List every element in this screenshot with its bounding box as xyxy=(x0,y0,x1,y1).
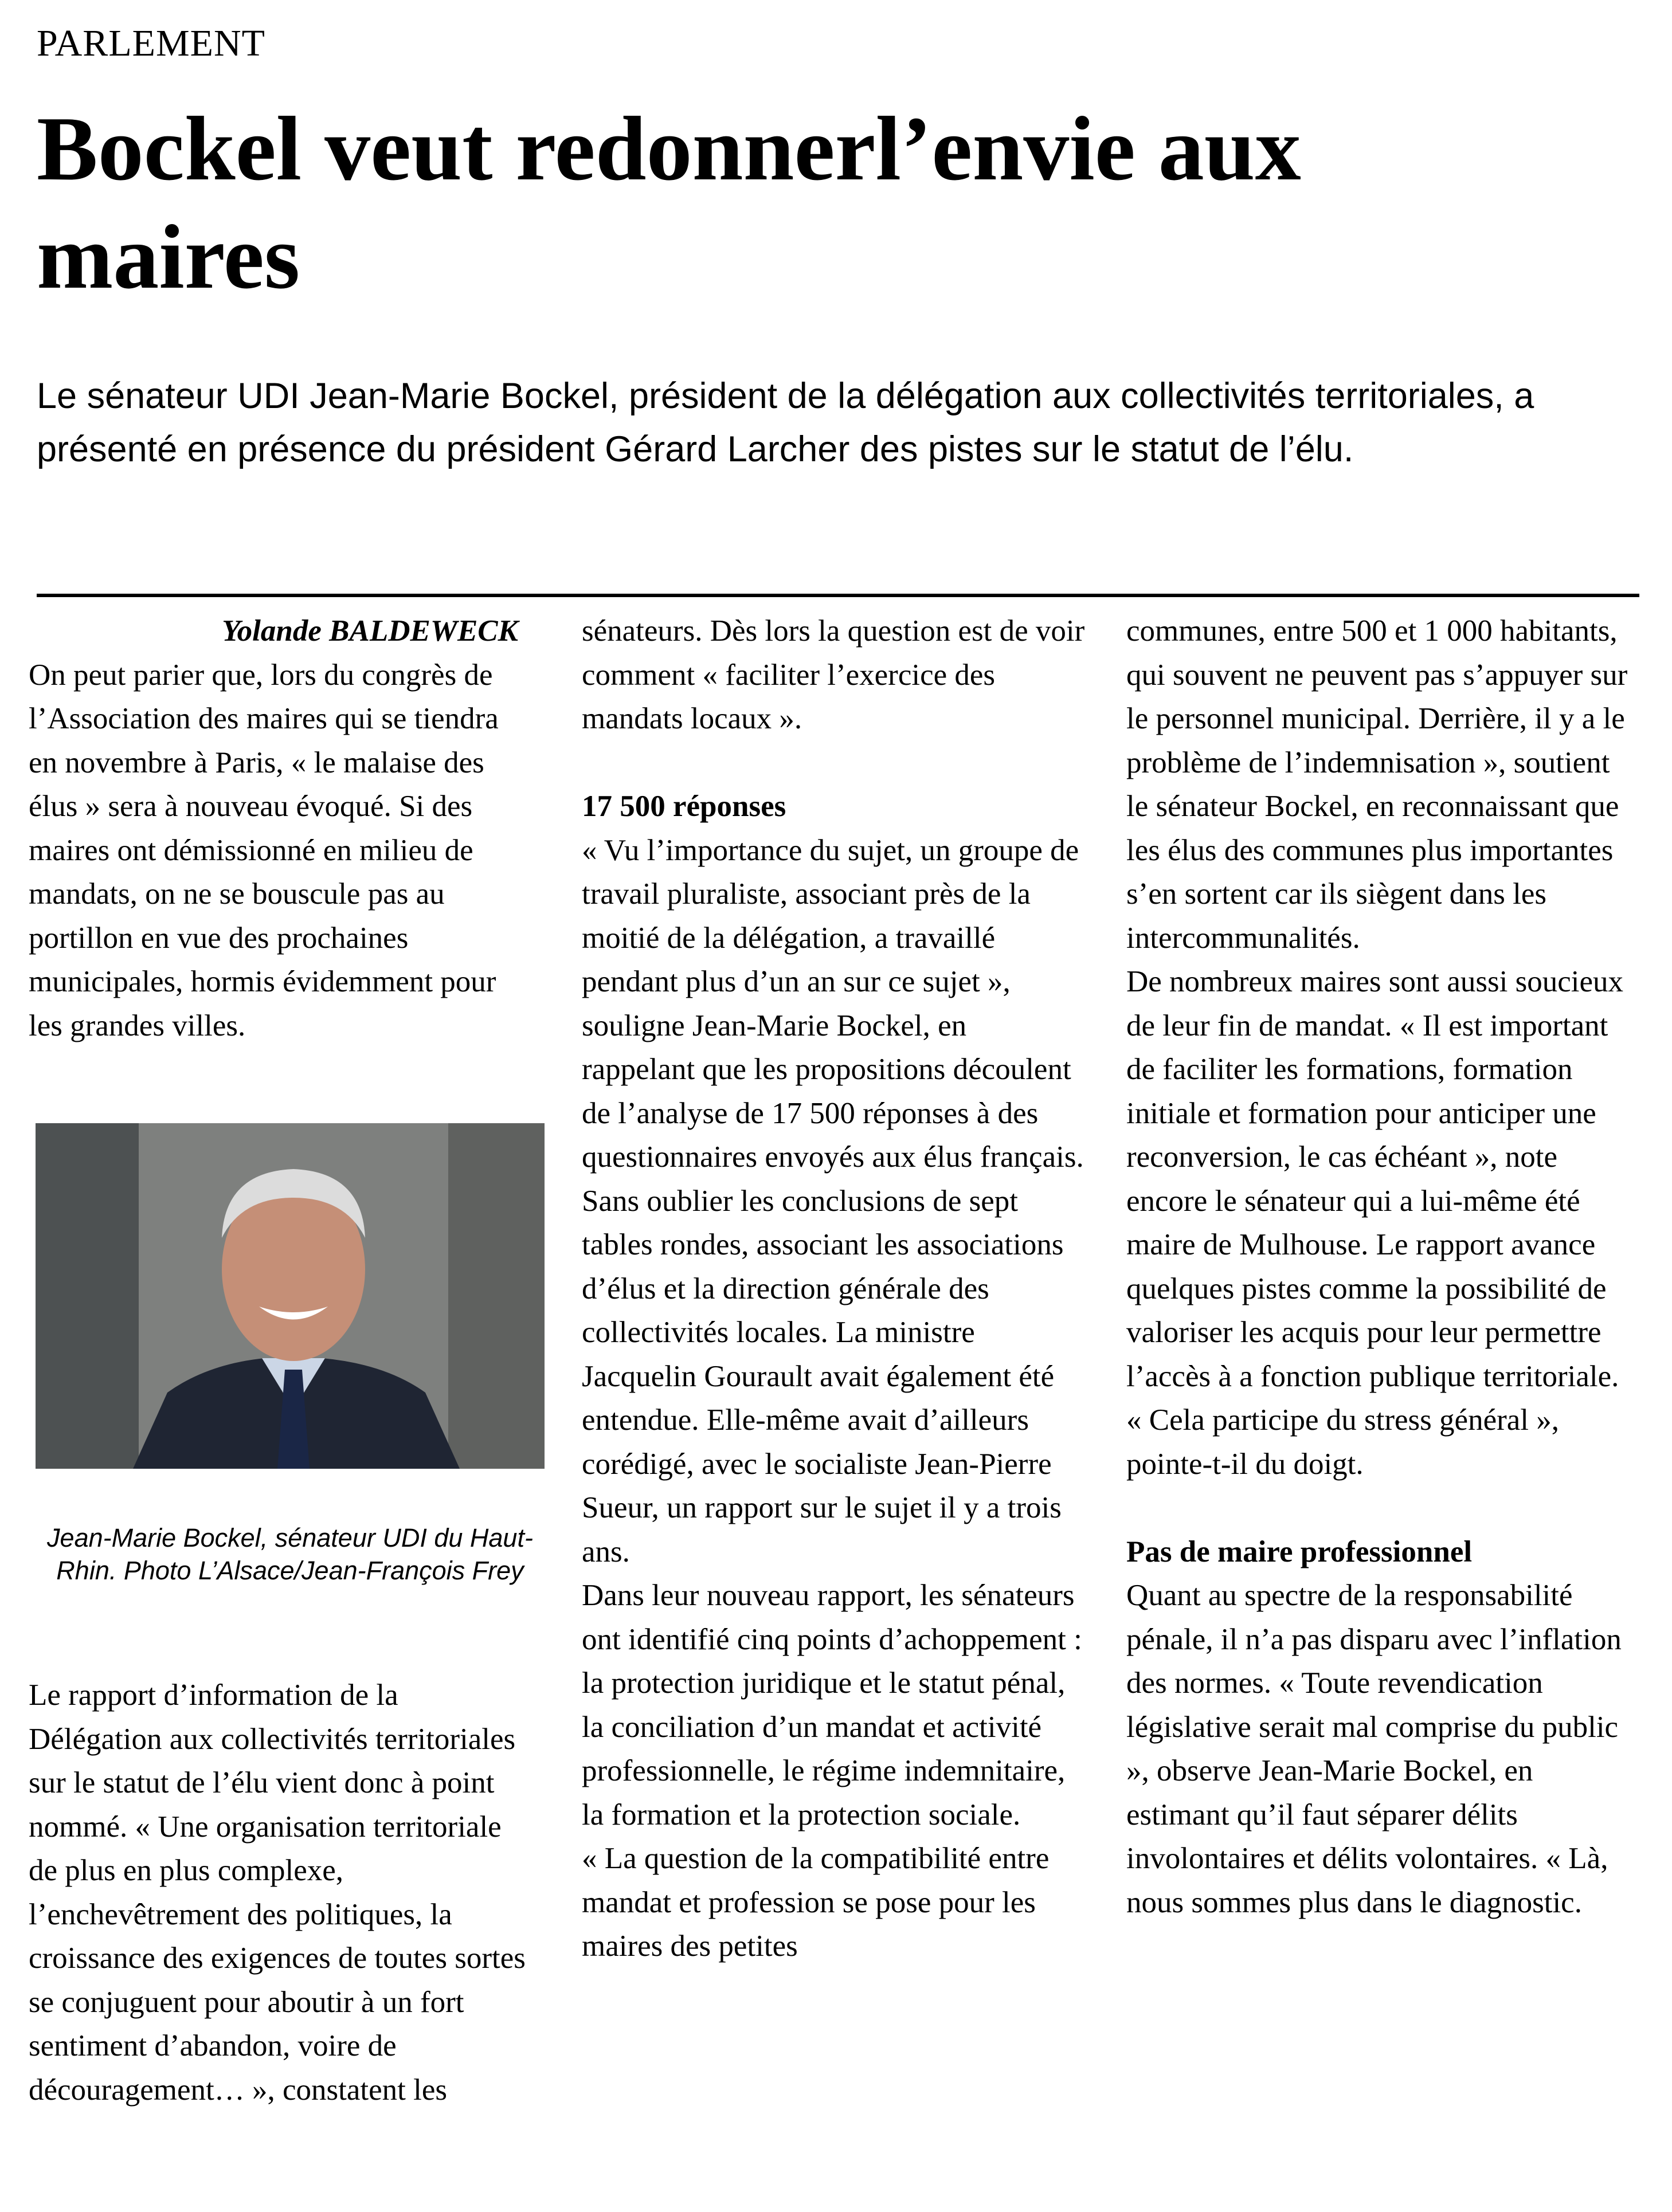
column-3 xyxy=(1126,609,1631,1924)
lead-paragraph: Le sénateur UDI Jean-Marie Bockel, président de la délégation aux collectivités territoriales, a présenté en présence du président Gérard Larcher des pistes sur le statut de l’élu. xyxy=(37,376,1534,469)
paragraph: Le rapport d’information de la Délégation aux collectivités territoriales sur le statut de l’élu vient donc à point nommé. « Une organisation territoriale de plus en plus complexe, l’enchevêtrement des politiques, la croissance des exigences de toutes sortes se conjuguent pour aboutir à un fort sentiment d’abandon, voire de découragement… », constatent les xyxy=(29,1678,526,2107)
portrait-photo xyxy=(36,1123,545,1469)
paragraph: Dans leur nouveau rapport, les sénateurs ont identifié cinq points d’achoppement : la protection juridique et le statut pénal, la conciliation d’un mandat et activité professionnelle, le régime indemnitaire, la formation et la protection sociale. xyxy=(582,1579,1082,1831)
section-label: PARLEMENT xyxy=(37,22,265,64)
paragraph: sénateurs. Dès lors la question est de voir comment « faciliter l’exercice des mandats locaux ». xyxy=(582,614,1085,735)
paragraph: « La question de la compatibilité entre mandat et profession se pose pour les maires des petites xyxy=(582,1842,1050,1963)
separator-rule xyxy=(37,594,1639,597)
column-2 xyxy=(582,609,1086,1968)
paragraph: On peut parier que, lors du congrès de l’Association des maires qui se tiendra en novembre à Paris, « le malaise des élus » sera à nouveau évoqué. Si des maires ont démissionné en milieu de mandats, on ne se bouscule pas au portillon en vue des prochaines municipales, hormis évidemment pour les grandes villes. xyxy=(29,658,499,1042)
paragraph: « Vu l’importance du sujet, un groupe de travail pluraliste, associant près de la moitié de la délégation, a travaillé pendant plus d’un an sur ce sujet », souligne Jean-Marie Bockel, en rappelant que les propositions découlent de l’analyse de 17 500 réponses à des questionnaires envoyés aux élus français. Sans oublier les conclusions de sept tables rondes, associant les associations d’élus et la direction générale des collectivités locales. La ministre Jacquelin Gourault avait également été entendue. Elle-même avait d’ailleurs corédigé, avec le socialiste Jean-Pierre Sueur, un rapport sur le sujet il y a trois ans. xyxy=(582,833,1084,1568)
byline: Yolande BALDEWECK xyxy=(222,614,518,648)
paragraph: Quant au spectre de la responsabilité pénale, il n’a pas disparu avec l’inflation des normes. « Toute revendication législative serait mal comprise du public », observe Jean-Marie Bockel, en estimant qu’il faut séparer délits involontaires et délits volontaires. « Là, nous sommes plus dans le diagnostic. xyxy=(1126,1579,1622,1919)
subheading: Pas de maire professionnel xyxy=(1126,1535,1473,1568)
photo-caption: Jean-Marie Bockel, sénateur UDI du Haut-Rhin. Photo L’Alsace/Jean-François Frey xyxy=(47,1523,533,1585)
paragraph: communes, entre 500 et 1 000 habitants, qui souvent ne peuvent pas s’appuyer sur le personnel municipal. Derrière, il y a le problème de l’indemnisation », soutient le sénateur Bockel, en reconnaissant que les élus des communes plus importantes s’en sortent car ils siègent dans les intercommunalités. xyxy=(1126,614,1628,955)
column-1 xyxy=(29,609,533,1048)
subheading: 17 500 réponses xyxy=(582,790,786,823)
column-1-continued xyxy=(29,1673,533,2112)
headline: Bockel veut redonnerl’envie aux maires xyxy=(37,97,1301,308)
paragraph: De nombreux maires sont aussi soucieux de leur fin de mandat. « Il est important de faciliter les formations, formation initiale et formation pour anticiper une reconversion, le cas échéant », note encore le sénateur qui a lui-même été maire de Mulhouse. Le rapport avance quelques pistes comme la possibilité de valoriser les acquis pour leur permettre l’accès à a fonction publique territoriale. « Cela participe du stress général », pointe-t-il du doigt. xyxy=(1126,965,1623,1481)
